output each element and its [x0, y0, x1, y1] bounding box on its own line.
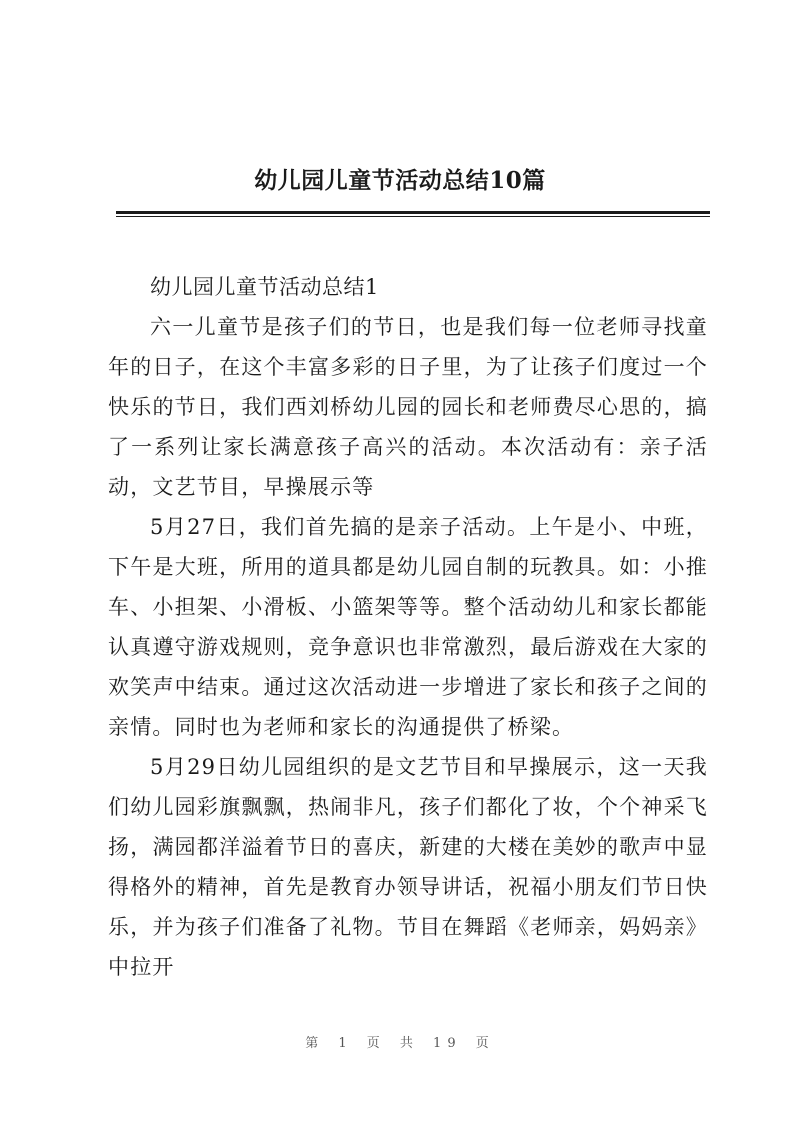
section-heading: 幼儿园儿童节活动总结1: [150, 275, 379, 299]
document-title: 幼儿园儿童节活动总结10篇: [254, 167, 546, 194]
paragraph: 六一儿童节是孩子们的节日，也是我们每一位老师寻找童年的日子，在这个丰富多彩的日子里，为了让孩子们度过一个快乐的节日，我们西刘桥幼儿园的园长和老师费尽心思的，搞了一系列让家长满意孩子高兴的活动。本次活动有：亲子活动，文艺节目，早操展示等: [108, 315, 708, 499]
document-body: [108, 267, 708, 987]
paragraph: 5月27日，我们首先搞的是亲子活动。上午是小、中班，下午是大班，所用的道具都是幼儿园自制的玩教具。如：小推车、小担架、小滑板、小篮架等等。整个活动幼儿和家长都能认真遵守游戏规则，竞争意识也非常激烈，最后游戏在大家的欢笑声中结束。通过这次活动进一步增进了家长和孩子之间的亲情。同时也为老师和家长的沟通提供了桥梁。: [108, 515, 708, 739]
paragraph: 5月29日幼儿园组织的是文艺节目和早操展示，这一天我们幼儿园彩旗飘飘，热闹非凡，孩子们都化了妆，个个神采飞扬，满园都洋溢着节日的喜庆，新建的大楼在美妙的歌声中显得格外的精神，首先是教育办领导讲话，祝福小朋友们节日快乐，并为孩子们准备了礼物。节目在舞蹈《老师亲，妈妈亲》中拉开: [108, 755, 708, 979]
title-divider: [116, 211, 710, 214]
page-number-footer: 第 1 页 共 19 页: [305, 1036, 495, 1051]
